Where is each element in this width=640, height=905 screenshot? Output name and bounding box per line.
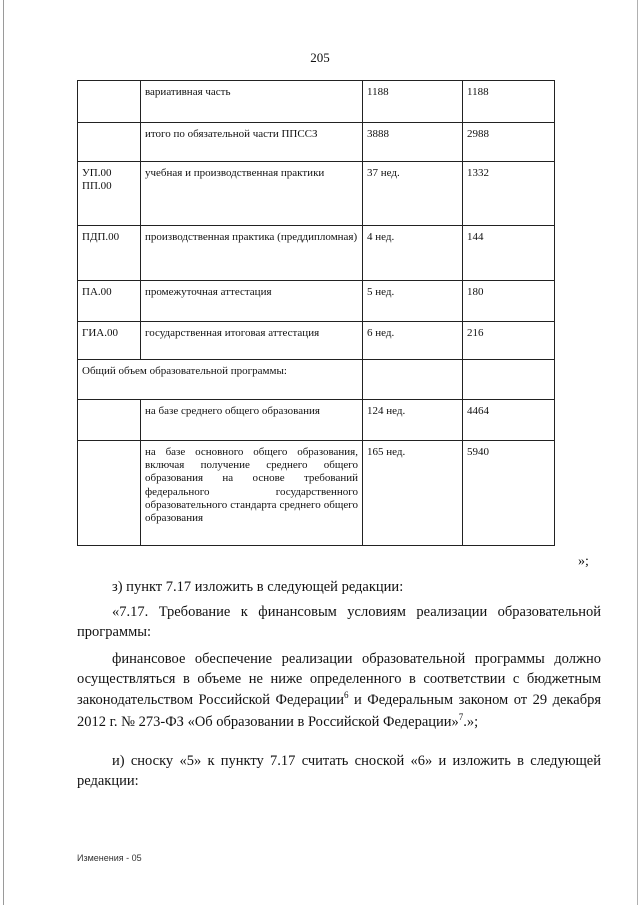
paragraph-financing <box>77 650 601 732</box>
total-label-cell: Общий объем образовательной программы: <box>78 360 363 400</box>
hours-cell: 5940 <box>463 441 555 546</box>
code-cell <box>78 123 141 162</box>
quote-close: »; <box>578 554 589 569</box>
name-cell: итого по обязательной части ППССЗ <box>141 123 363 162</box>
name-cell: вариативная часть <box>141 81 363 123</box>
hours-cell: 216 <box>463 322 555 360</box>
code-cell <box>78 400 141 441</box>
paragraph-text: и Федеральным законом от 29 декабря 2012 г. № 273-ФЗ «Об образовании в Российской Федерации» <box>77 691 601 730</box>
value-cell: 1188 <box>363 81 463 123</box>
hours-cell <box>463 360 555 400</box>
table-row <box>78 81 555 123</box>
table-row <box>78 322 555 360</box>
name-cell: производственная практика (преддипломная) <box>141 226 363 281</box>
hours-cell: 180 <box>463 281 555 322</box>
footer-note: Изменения - 05 <box>77 853 142 863</box>
footnote-ref: 7 <box>458 711 464 722</box>
total-row <box>78 360 555 400</box>
value-cell: 6 нед. <box>363 322 463 360</box>
value-cell: 3888 <box>363 123 463 162</box>
value-cell <box>363 360 463 400</box>
name-cell: на базе среднего общего образования <box>141 400 363 441</box>
hours-cell: 1188 <box>463 81 555 123</box>
value-cell: 4 нед. <box>363 226 463 281</box>
scan-edge-right <box>637 0 638 905</box>
table-row <box>78 123 555 162</box>
code-cell <box>78 441 141 546</box>
paragraph-text: .»; <box>463 713 479 730</box>
table-row <box>78 226 555 281</box>
code-cell <box>78 81 141 123</box>
code-cell: УП.00 ПП.00 <box>78 162 141 226</box>
code-cell: ПДП.00 <box>78 226 141 281</box>
name-cell: на базе основного общего образования, включая получение среднего общего образования на основе требований федерального государственного образовательного стандарта среднего общего образования <box>141 441 363 546</box>
scan-edge-left <box>3 0 4 905</box>
table-row <box>78 162 555 226</box>
value-cell: 165 нед. <box>363 441 463 546</box>
table-row <box>78 400 555 441</box>
name-cell: промежуточная аттестация <box>141 281 363 322</box>
program-volume-table <box>77 80 555 546</box>
paragraph-text: финансовое обеспечение реализации образовательной программы должно осуществляться в объеме не ниже определенного в соответствии с бюджетным законодательством Российской Федерации <box>77 651 601 708</box>
footnote-ref: 6 <box>343 690 349 701</box>
hours-cell: 2988 <box>463 123 555 162</box>
table-row <box>78 441 555 546</box>
code-cell: ПА.00 <box>78 281 141 322</box>
value-cell: 124 нед. <box>363 400 463 441</box>
page-number: 205 <box>310 50 330 65</box>
value-cell: 37 нед. <box>363 162 463 226</box>
hours-cell: 1332 <box>463 162 555 226</box>
table-row <box>78 281 555 322</box>
hours-cell: 4464 <box>463 400 555 441</box>
paragraph-item-z: з) пункт 7.17 изложить в следующей редакции: <box>112 579 404 595</box>
paragraph-7-17-heading: «7.17. Требование к финансовым условиям реализации образовательной программы: <box>77 604 601 640</box>
paragraph-item-i: и) сноску «5» к пункту 7.17 считать сноской «6» и изложить в следующей редакции: <box>77 753 601 789</box>
value-cell: 5 нед. <box>363 281 463 322</box>
code-cell: ГИА.00 <box>78 322 141 360</box>
hours-cell: 144 <box>463 226 555 281</box>
name-cell: учебная и производственная практики <box>141 162 363 226</box>
name-cell: государственная итоговая аттестация <box>141 322 363 360</box>
